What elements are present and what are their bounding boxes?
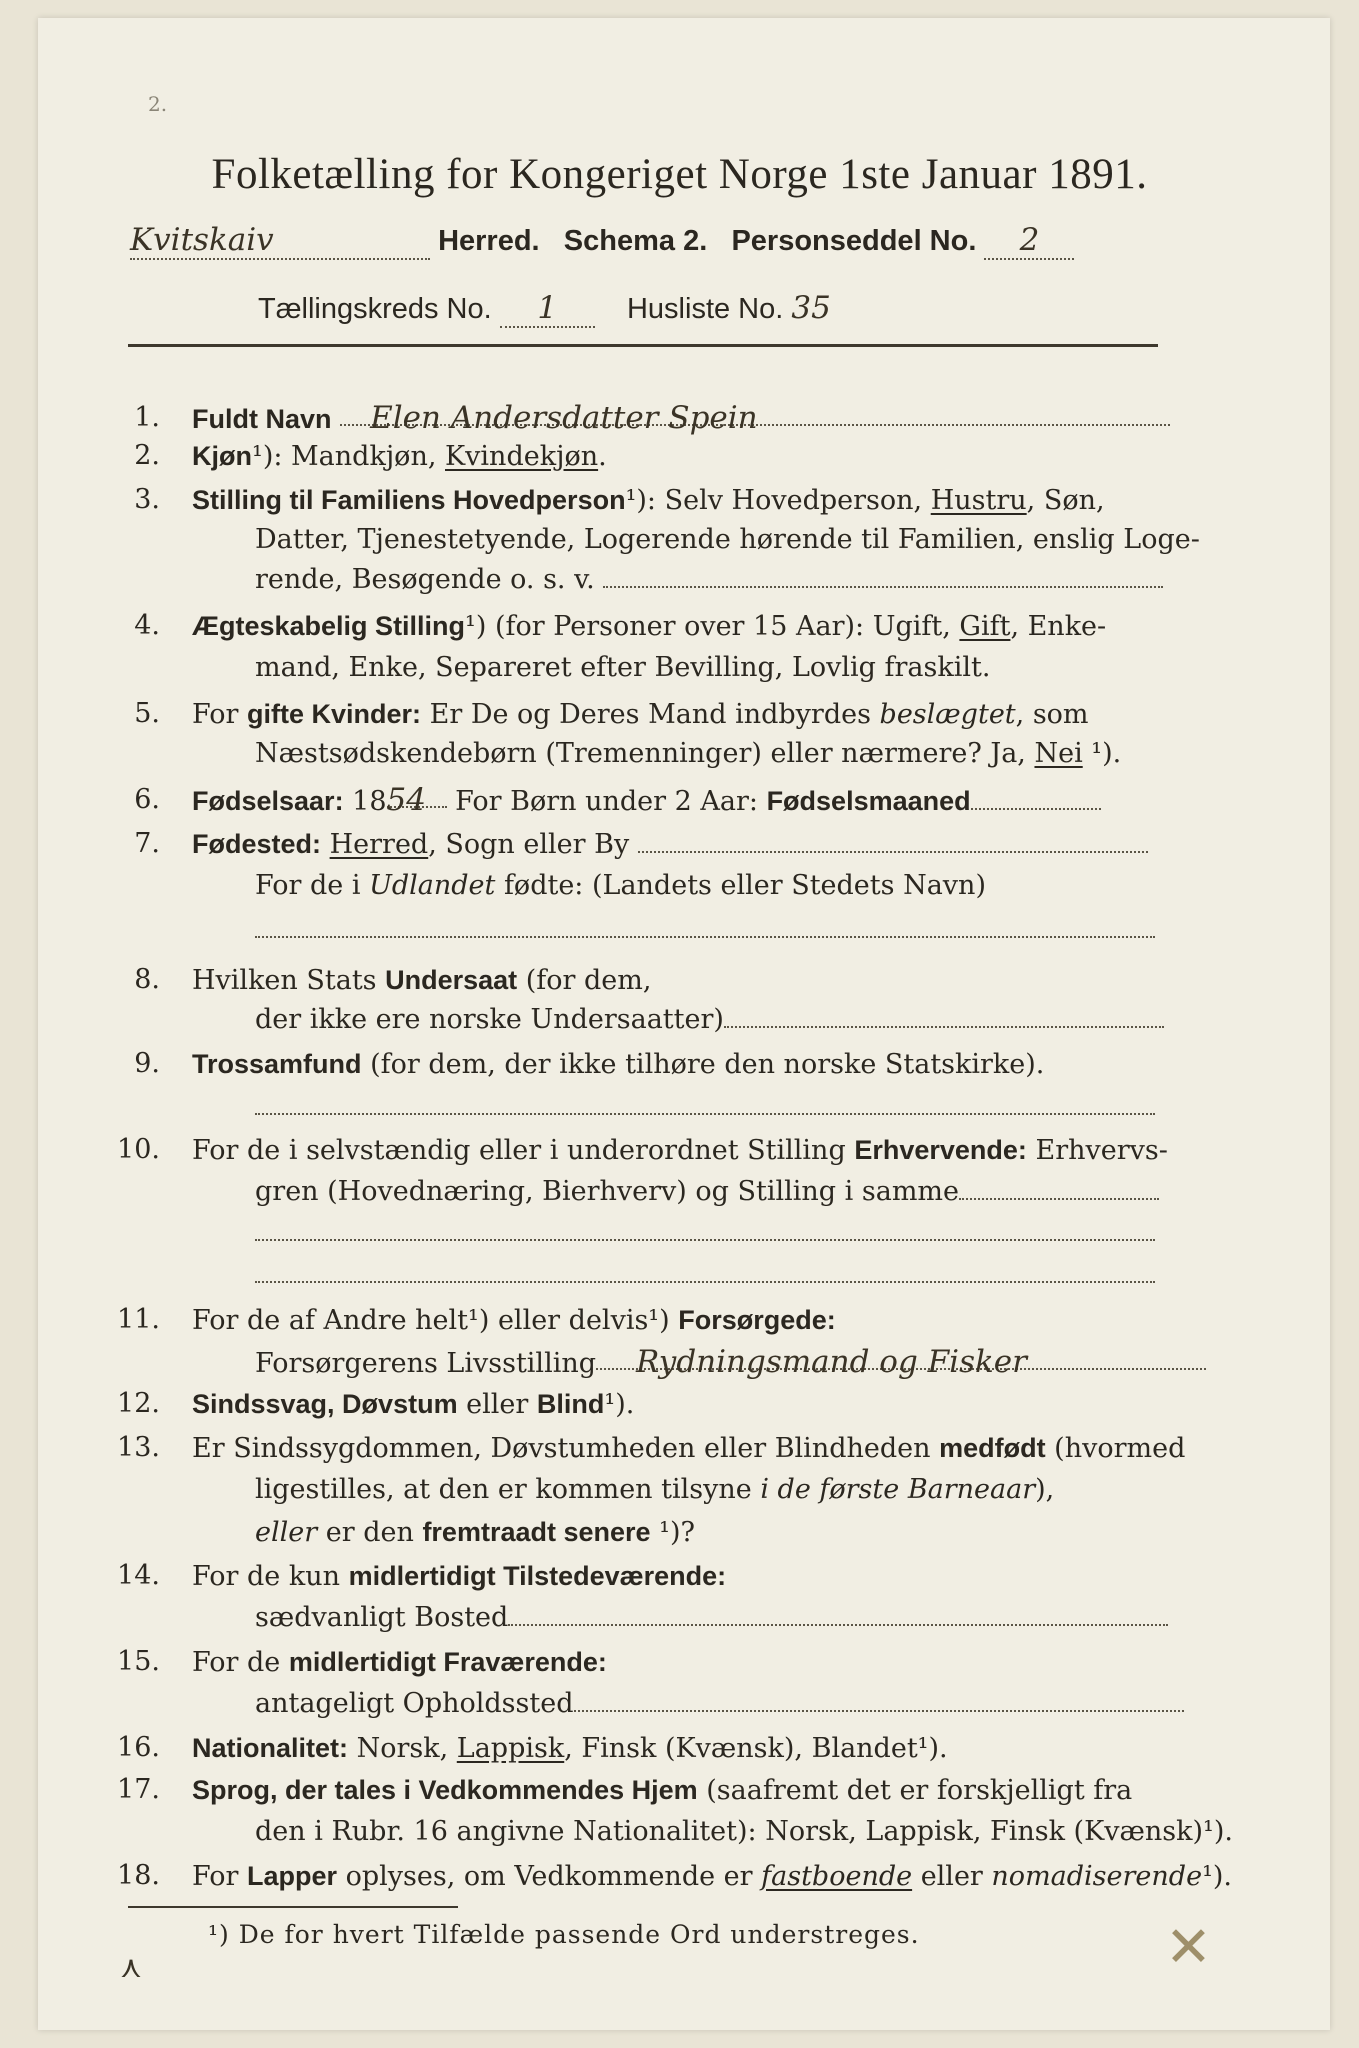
cross-mark: ✕ xyxy=(1165,1915,1212,1980)
form-title: Folketælling for Kongeriget Norge 1ste Januar 1891. xyxy=(211,151,1148,198)
personseddel-number: 2 xyxy=(984,222,1074,260)
full-name-value: Elen Andersdatter Spein xyxy=(340,398,1170,426)
selected-herred: Herred xyxy=(329,829,429,860)
husliste-number: 35 xyxy=(791,290,831,326)
footnote: ¹) De for hvert Tilfælde passende Ord understreges. xyxy=(208,1920,920,1949)
selected-lappisk: Lappisk xyxy=(456,1733,565,1764)
provider-occupation-value: Rydningsmand og Fisker xyxy=(596,1342,1206,1370)
selected-nei: Nei xyxy=(1034,738,1083,769)
kreds-line xyxy=(258,290,831,328)
kreds-label: Tællingskreds No. xyxy=(258,293,492,325)
selected-hustru: Hustru xyxy=(930,485,1027,516)
herred-name-handwritten: Kvitskaiv xyxy=(130,222,430,260)
corner-mark: 2. xyxy=(148,92,168,116)
header-rule xyxy=(128,344,1158,347)
herred-label: Herred. xyxy=(438,225,540,257)
husliste-label: Husliste No. xyxy=(626,293,784,325)
herred-line xyxy=(130,222,1074,260)
corner-tick-mark: ⋏ xyxy=(120,1950,142,1985)
selected-fastboende: fastboende xyxy=(761,1861,913,1892)
item-1-label: Fuldt Navn xyxy=(192,404,332,434)
kreds-number: 1 xyxy=(500,290,595,328)
selected-gift: Gift xyxy=(959,611,1011,642)
selected-kvindekjon: Kvindekjøn xyxy=(445,441,599,472)
footnote-rule xyxy=(128,1906,458,1908)
schema-label: Schema 2. xyxy=(563,225,708,257)
birth-year-value: 54 xyxy=(387,780,447,808)
personseddel-label: Personseddel No. xyxy=(731,225,977,257)
